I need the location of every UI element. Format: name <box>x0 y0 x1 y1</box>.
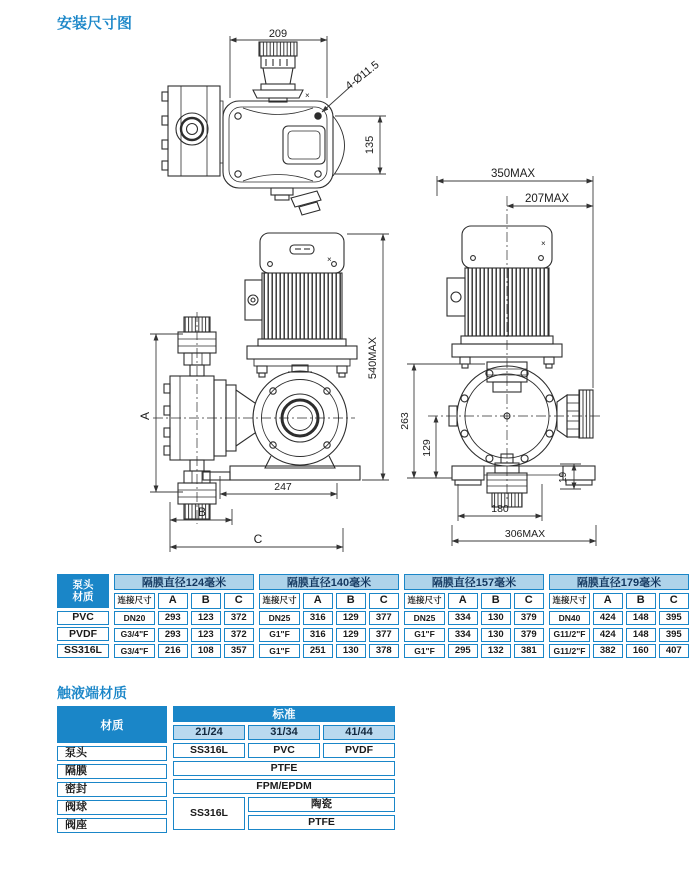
table-cell: 216 <box>158 644 189 658</box>
svg-text:×: × <box>305 91 310 100</box>
table-cell: DN25 <box>404 611 445 625</box>
table-cell: 130 <box>336 644 367 658</box>
dim-129: 129 <box>421 439 433 457</box>
col-header-b: B <box>626 593 657 609</box>
dim-306max: 306MAX <box>504 528 546 540</box>
table-cell: 372 <box>224 611 255 625</box>
top-view <box>162 42 345 215</box>
table-cell: 377 <box>369 628 400 642</box>
table-cell: G1"F <box>404 644 445 658</box>
valve-left-value: SS316L <box>173 797 245 830</box>
table-cell: G11/2"F <box>549 644 590 658</box>
table-cell: 407 <box>659 644 690 658</box>
table-cell: G11/2"F <box>549 628 590 642</box>
dim-180: 180 <box>491 503 509 515</box>
pump-head-ss316l: SS316L <box>173 743 245 758</box>
table-cell: 148 <box>626 628 657 642</box>
table-cell: 108 <box>191 644 222 658</box>
table-cell: 334 <box>448 628 479 642</box>
group-dia-179 <box>549 574 689 658</box>
table-cell: 293 <box>158 628 189 642</box>
wetted-label-column <box>57 706 167 833</box>
col-header-connection: 连接尺寸 <box>114 593 155 609</box>
material-column-header <box>57 574 109 608</box>
side-view <box>428 196 603 507</box>
table-cell: 130 <box>481 628 512 642</box>
wetted-header-material: 材质 <box>57 706 167 743</box>
table-cell: 334 <box>448 611 479 625</box>
valve-ball-value: 陶瓷 <box>248 797 395 812</box>
front-view <box>153 233 360 524</box>
material-pvdf: PVDF <box>57 627 109 641</box>
dim-135: 135 <box>364 135 376 155</box>
table-cell: 293 <box>158 611 189 625</box>
table-cell: 379 <box>514 628 545 642</box>
col-header-c: C <box>224 593 255 609</box>
table-cell: 377 <box>369 611 400 625</box>
table-cell: 129 <box>336 628 367 642</box>
table-cell: 424 <box>593 628 624 642</box>
dimension-table <box>57 574 689 658</box>
dim-209: 209 <box>268 28 288 40</box>
group-title: 隔膜直径124毫米 <box>114 574 254 590</box>
page-title: 安装尺寸图 <box>57 15 133 32</box>
table-cell: 295 <box>448 644 479 658</box>
material-header-line2: 材质 <box>72 591 94 603</box>
group-dia-157 <box>404 574 544 658</box>
col-header-b: B <box>336 593 367 609</box>
row-label-valve-seat: 阀座 <box>57 818 167 833</box>
table-cell: 132 <box>481 644 512 658</box>
group-dia-124 <box>114 574 254 658</box>
table-cell: 395 <box>659 628 690 642</box>
dim-350max: 350MAX <box>490 168 536 180</box>
col-header-21-24: 21/24 <box>173 725 245 740</box>
table-cell: 148 <box>626 611 657 625</box>
dim-holes: 4-Ø11.5 <box>343 58 382 93</box>
table-cell: 381 <box>514 644 545 658</box>
table-cell: DN25 <box>259 611 300 625</box>
table-cell: 395 <box>659 611 690 625</box>
col-header-connection: 连接尺寸 <box>259 593 300 609</box>
col-header-connection: 连接尺寸 <box>549 593 590 609</box>
table-cell: 378 <box>369 644 400 658</box>
col-header-31-34: 31/34 <box>248 725 320 740</box>
material-pvc: PVC <box>57 611 109 625</box>
col-header-c: C <box>659 593 690 609</box>
section-title-wetted-materials: 触液端材质 <box>57 685 127 701</box>
material-ss316l: SS316L <box>57 644 109 658</box>
wetted-material-table <box>57 706 395 833</box>
pump-head-pvc: PVC <box>248 743 320 758</box>
material-column <box>57 574 109 658</box>
dim-207max: 207MAX <box>524 193 570 205</box>
seal-value: FPM/EPDM <box>173 779 395 794</box>
table-cell: G1"F <box>259 644 300 658</box>
dim-540max: 540MAX <box>367 336 379 380</box>
table-cell: 251 <box>303 644 334 658</box>
dim-247: 247 <box>274 481 292 493</box>
col-header-a: A <box>158 593 189 609</box>
table-cell: 130 <box>481 611 512 625</box>
installation-drawing <box>55 28 699 568</box>
col-header-a: A <box>448 593 479 609</box>
svg-text:×: × <box>327 255 332 264</box>
dim-b: B <box>197 505 207 519</box>
col-header-b: B <box>481 593 512 609</box>
row-label-pump-head: 泵头 <box>57 746 167 761</box>
col-header-a: A <box>593 593 624 609</box>
table-cell: 123 <box>191 611 222 625</box>
dim-19: 19 <box>558 471 569 483</box>
table-cell: 379 <box>514 611 545 625</box>
table-cell: 316 <box>303 628 334 642</box>
group-title: 隔膜直径157毫米 <box>404 574 544 590</box>
table-cell: 382 <box>593 644 624 658</box>
col-header-c: C <box>514 593 545 609</box>
dim-a: A <box>138 411 152 421</box>
group-dia-140 <box>259 574 399 658</box>
wetted-value-grid <box>173 706 395 833</box>
table-cell: 424 <box>593 611 624 625</box>
group-title: 隔膜直径179毫米 <box>549 574 689 590</box>
table-cell: 372 <box>224 628 255 642</box>
svg-text:×: × <box>541 239 546 248</box>
valve-seat-value: PTFE <box>248 815 395 830</box>
table-cell: 129 <box>336 611 367 625</box>
table-cell: G1"F <box>404 628 445 642</box>
table-cell: G1"F <box>259 628 300 642</box>
table-cell: 160 <box>626 644 657 658</box>
row-label-diaphragm: 隔膜 <box>57 764 167 779</box>
table-cell: G3/4"F <box>114 644 155 658</box>
dim-263: 263 <box>399 412 411 430</box>
diaphragm-value: PTFE <box>173 761 395 776</box>
row-label-valve-ball: 阀球 <box>57 800 167 815</box>
col-header-c: C <box>369 593 400 609</box>
table-cell: DN20 <box>114 611 155 625</box>
col-header-a: A <box>303 593 334 609</box>
col-header-connection: 连接尺寸 <box>404 593 445 609</box>
table-cell: 357 <box>224 644 255 658</box>
group-title: 隔膜直径140毫米 <box>259 574 399 590</box>
table-cell: G3/4"F <box>114 628 155 642</box>
table-cell: 316 <box>303 611 334 625</box>
col-header-41-44: 41/44 <box>323 725 395 740</box>
pump-head-pvdf: PVDF <box>323 743 395 758</box>
wetted-header-standard: 标准 <box>173 706 395 722</box>
table-cell: 123 <box>191 628 222 642</box>
dim-c: C <box>253 532 263 546</box>
table-cell: DN40 <box>549 611 590 625</box>
row-label-seal: 密封 <box>57 782 167 797</box>
col-header-b: B <box>191 593 222 609</box>
material-header-line1: 泵头 <box>72 578 94 591</box>
